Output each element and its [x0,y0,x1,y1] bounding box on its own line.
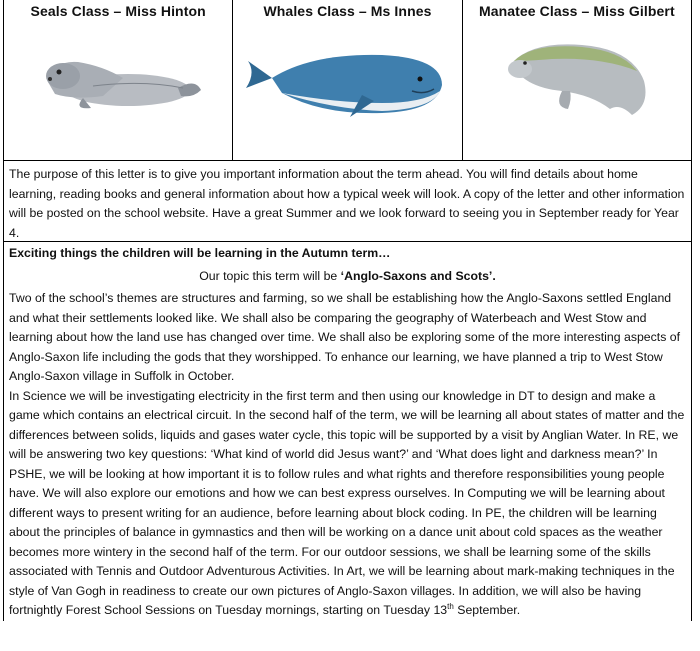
date-suffix: th [447,601,454,611]
learning-heading: Exciting things the children will be learning in the Autumn term… [9,246,391,260]
curriculum-text-end: September. [453,603,521,617]
class-cell-seals [4,0,233,160]
intro-section [4,161,691,242]
class-title-whales: Whales Class – Ms Innes [263,3,432,19]
topic-paragraph: Two of the school’s themes are structures and farming, so we shall be establishing how the Anglo-Saxons settled England and what their settlements looked like. We shall also be comparing the geography of Waterbeach and West Stow and learning about how the land use has changed over time. We shall also be exploring some of the more interesting aspects of Anglo-Saxon life including the gods that they worshipped. To enhance our learning, we have planned a trip to West Stow Anglo-Saxon village in Suffolk in October. [9,291,681,383]
class-title-seals: Seals Class – Miss Hinton [30,3,206,19]
curriculum-text: In Science we will be investigating electricity in the first term and then using our knowledge in DT to design and make a game which contains an electrical circuit. In the second half of the term, we will be learning all about states of matter and the differences between solids, liquids and gases water cycle, this topic will be supported by a visit by Anglian Water. In RE, we will be answering two key questions: ‘What kind of world did Jesus want?’ and ‘What does light and darkness mean?’ In PSHE, we will be looking at how important it is to follow rules and what rights and therefore responsibilities young people have. We will also explore our emotions and how we can best express ourselves. In Computing we will be learning about different ways to present writing for an audience, before learning about block coding. In PE, the children will be learning about the principles of balance in gymnastics and then will be working on a dance unit about cold spaces as the weather becomes more wintery in the second half of the term. For our outdoor sessions, we shall be learning some of the skills associated with Tennis and Outdoor Adventurous Activities. In Art, we will be learning about mark-making techniques in the style of Van Gogh in readiness to create our own pictures of Anglo-Saxon villages. In addition, we will also be having fortnightly Forest School Sessions on Tuesday mornings, starting on Tuesday 13 [9,388,685,617]
whale-icon [233,28,461,128]
topic-name: ‘Anglo-Saxons and Scots’. [340,268,496,283]
topic-prefix: Our topic this term will be [199,268,341,283]
class-cell-manatee [463,0,691,160]
curriculum-paragraph [9,387,686,621]
seal-icon [4,28,232,128]
letter-table [3,0,692,621]
topic-line [9,264,686,290]
class-title-manatee: Manatee Class – Miss Gilbert [478,3,675,19]
manatee-icon [463,28,691,128]
learning-section [4,242,691,621]
class-header-row [4,0,691,161]
class-cell-whales [233,0,462,160]
intro-paragraph: The purpose of this letter is to give you important information about the term ahead. You will find details about home learning, reading books and general information about how a typical week will look. A copy of the letter and other information will be posted on the school website. Have a great Summer and we look forward to seeing you in September ready for Year 4. [9,167,685,240]
